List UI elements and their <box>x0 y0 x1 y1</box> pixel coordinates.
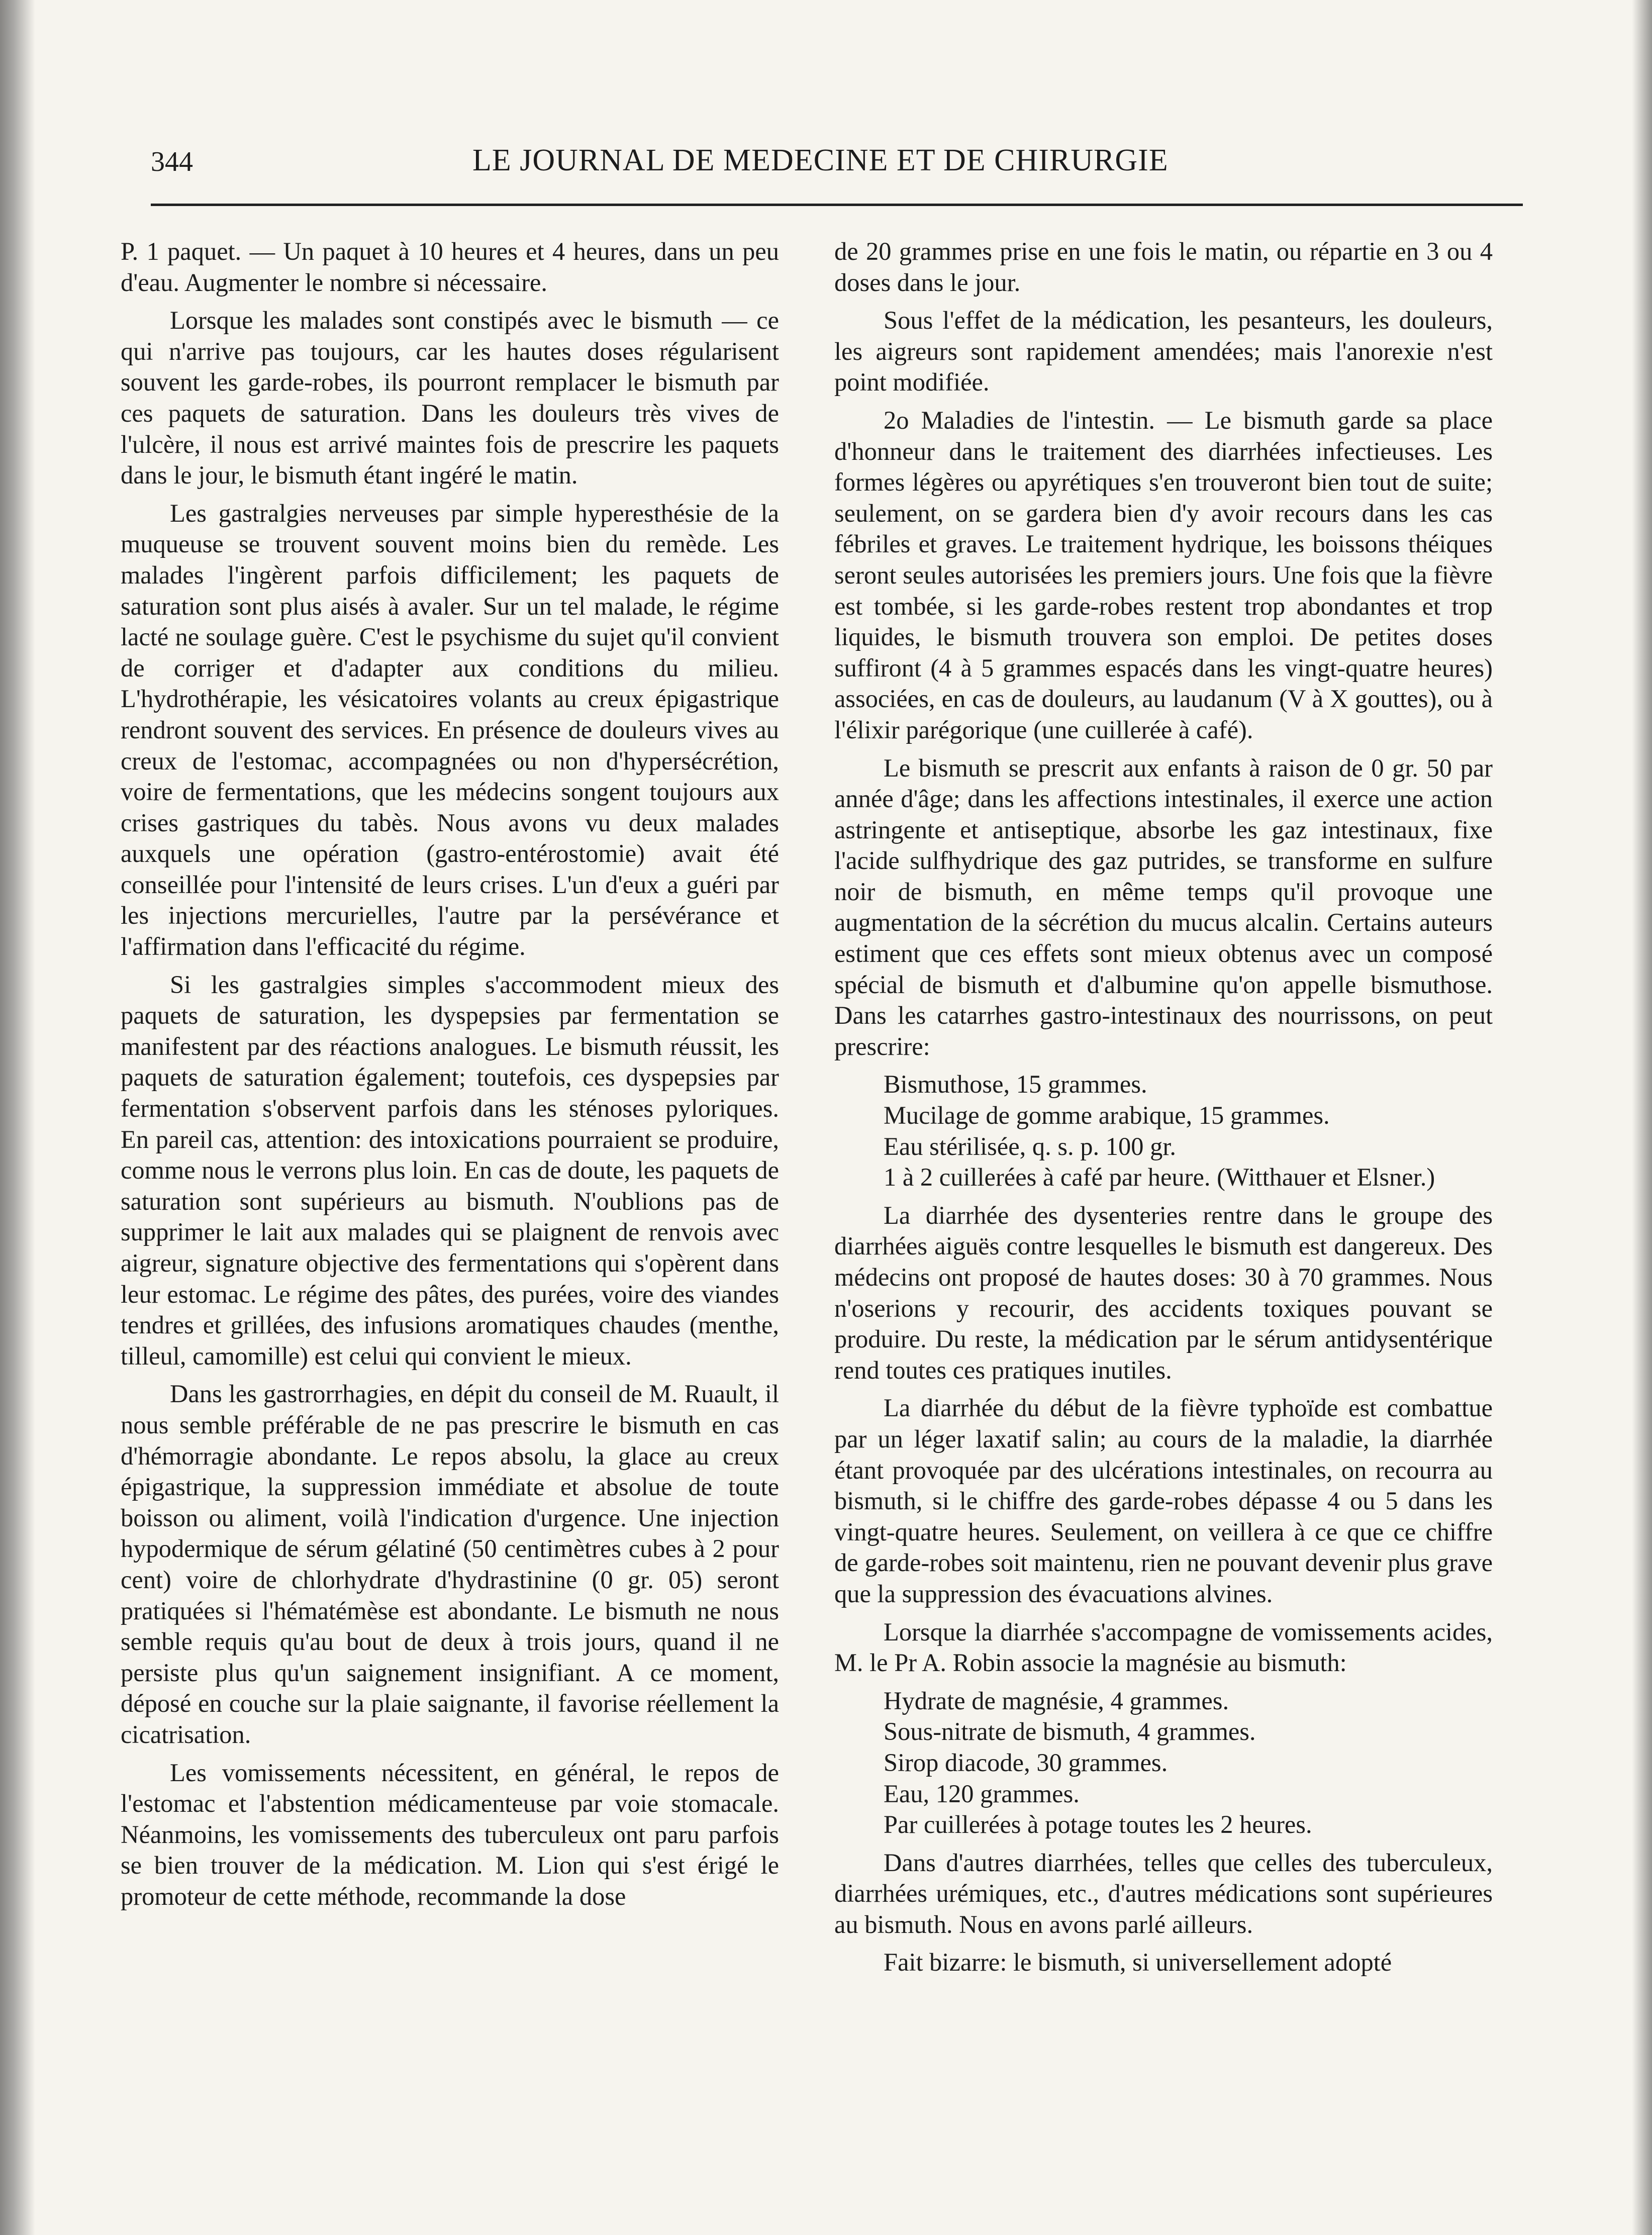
recipe-line: Par cuillerées à potage toutes les 2 heures. <box>884 1810 1312 1839</box>
paragraph: Sous l'effet de la médication, les pesanteurs, les douleurs, les aigreurs sont rapidement amendées; mais l'anorexie n'est point modifiée. <box>834 306 1493 397</box>
recipe-line: 1 à 2 cuillerées à café par heure. (Witthauer et Elsner.) <box>884 1163 1435 1192</box>
paragraph: 2o Maladies de l'intestin. — Le bismuth garde sa place d'honneur dans le traitement des diarrhées infectieuses. Les formes légères ou apyrétiques s'en trouveront bien tout de suite; seulement, on se gardera bien d'y avoir recours dans les cas fébriles et graves. Le traitement hydrique, les boissons théiques seront seules autorisées les premiers jours. Une fois que la fièvre est tombée, si les garde-robes restent trop abondantes et trop liquides, le bismuth trouvera son emploi. De petites doses suffiront (4 à 5 grammes espacés dans les vingt-quatre heures) associées, en cas de douleurs, au laudanum (V à X gouttes), ou à l'élixir parégorique (une cuillerée à café). <box>834 406 1493 744</box>
paragraph: Les vomissements nécessitent, en général, le repos de l'estomac et l'abstention médicamenteuse par voie stomacale. Néanmoins, les vomissements des tuberculeux ont paru parfois se bien trouver de la médication. M. Lion qui s'est érigé le promoteur de cette méthode, recommande la dose <box>121 1758 779 1910</box>
recipe-line: Bismuthose, 15 grammes. <box>884 1070 1147 1099</box>
recipe-line: Eau, 120 grammes. <box>884 1779 1080 1808</box>
paragraph: Lorsque les malades sont constipés avec le bismuth — ce qui n'arrive pas toujours, car les hautes doses régularisent souvent les garde-robes, ils pourront remplacer le bismuth par ces paquets de saturation. Dans les douleurs très vives de l'ulcère, il nous est arrivé maintes fois de prescrire les paquets dans le jour, le bismuth étant ingéré le matin. <box>121 306 779 490</box>
paragraph: Le bismuth se prescrit aux enfants à raison de 0 gr. 50 par année d'âge; dans les affections intestinales, il exerce une action astringente et antiseptique, absorbe les gaz intestinaux, fixe l'acide sulfhydrique des gaz putrides, se transforme en sulfure noir de bismuth, en même temps qu'il provoque une augmentation de la sécrétion du mucus alcalin. Certains auteurs estiment que ces effets sont mieux obtenus avec un composé spécial de bismuth et d'albumine qu'on appelle bismuthose. Dans les catarrhes gastro-intestinaux des nourrissons, on peut prescrire: <box>834 753 1493 1060</box>
recipe-line: Eau stérilisée, q. s. p. 100 gr. <box>884 1132 1177 1160</box>
paragraph: Dans d'autres diarrhées, telles que celles des tuberculeux, diarrhées urémiques, etc., d'autres médications sont supérieures au bismuth. Nous en avons parlé ailleurs. <box>834 1848 1493 1938</box>
recipe-line: Sirop diacode, 30 grammes. <box>884 1748 1168 1777</box>
paragraph: Si les gastralgies simples s'accommodent mieux des paquets de saturation, les dyspepsies par fermentation se manifestent par des réactions analogues. Le bismuth réussit, les paquets de saturation également; toutefois, ces dyspepsies par fermentation s'observent parfois dans les sténoses pyloriques. En pareil cas, attention: des intoxications pourraient se produire, comme nous le verrons plus loin. En cas de doute, les paquets de saturation sont supérieurs au bismuth. N'oublions pas de supprimer le lait aux malades qui se plaignent de renvois avec aigreur, signature objective des fermentations qui s'opèrent dans leur estomac. Le régime des pâtes, des purées, voire des viandes tendres et grillées, des infusions aromatiques chaudes (menthe, tilleul, camomille) est celui qui convient le mieux. <box>121 970 779 1370</box>
running-head <box>151 136 1508 191</box>
left-column <box>121 236 779 1919</box>
paragraph: La diarrhée des dysenteries rentre dans le groupe des diarrhées aiguës contre lesquelles le bismuth est dangereux. Des médecins ont proposé de hautes doses: 30 à 70 grammes. Nous n'oserions y recourir, des accidents toxiques pouvant se produire. Du reste, la médication par le sérum antidysentérique rend toutes ces pratiques inutiles. <box>834 1201 1493 1384</box>
right-column <box>834 236 1493 1985</box>
page-number: 344 <box>151 146 193 177</box>
paragraph: de 20 grammes prise en une fois le matin, ou répartie en 3 ou 4 doses dans le jour. <box>834 237 1493 297</box>
paragraph: Les gastralgies nerveuses par simple hyperesthésie de la muqueuse se trouvent souvent moins bien du remède. Les malades l'ingèrent parfois difficilement; les paquets de saturation sont plus aisés à avaler. Sur un tel malade, le régime lacté ne soulage guère. C'est le psychisme du sujet qu'il convient de corriger et d'adapter aux conditions du milieu. L'hydrothérapie, les vésicatoires volants au creux épigastrique rendront souvent des services. En présence de douleurs vives au creux de l'estomac, accompagnées ou non d'hypersécrétion, voire de fermentations, que les médecins songent toujours aux crises gastriques du tabès. Nous avons vu deux malades auxquels une opération (gastro-entérostomie) avait été conseillée pour l'intensité de leurs crises. L'un d'eux a guéri par les injections mercurielles, l'autre par la persévérance et l'affirmation dans l'efficacité du régime. <box>121 499 779 961</box>
page-shadow-left <box>0 0 35 2235</box>
paragraph: P. 1 paquet. — Un paquet à 10 heures et 4 heures, dans un peu d'eau. Augmenter le nombre si nécessaire. <box>121 237 779 297</box>
recipe-line: Hydrate de magnésie, 4 grammes. <box>884 1686 1229 1715</box>
recipe-line: Mucilage de gomme arabique, 15 grammes. <box>884 1101 1330 1130</box>
journal-title: LE JOURNAL DE MEDECINE ET DE CHIRURGIE <box>472 143 1169 177</box>
paragraph: Fait bizarre: le bismuth, si universellement adopté <box>884 1948 1392 1977</box>
header-rule <box>151 204 1523 206</box>
paragraph: La diarrhée du début de la fièvre typhoïde est combattue par un léger laxatif salin; au cours de la maladie, la diarrhée étant provoquée par des ulcérations intestinales, on recourra au bismuth, si le chiffre des garde-robes dépasse 4 ou 5 dans les vingt-quatre heures. Seulement, on veillera à ce que ce chiffre de garde-robes soit maintenu, rien ne pouvant devenir plus grave que la suppression des évacuations alvines. <box>834 1394 1493 1608</box>
paragraph: Lorsque la diarrhée s'accompagne de vomissements acides, M. le Pr A. Robin associe la magnésie au bismuth: <box>834 1617 1493 1677</box>
page-shadow-right <box>1632 0 1652 2235</box>
recipe-line: Sous-nitrate de bismuth, 4 grammes. <box>884 1717 1256 1746</box>
paragraph: Dans les gastrorrhagies, en dépit du conseil de M. Ruault, il nous semble préférable de ne pas prescrire le bismuth en cas d'hémorragie abondante. Le repos absolu, la glace au creux épigastrique, la suppression immédiate et absolue de toute boisson ou aliment, voilà l'indication d'urgence. Une injection hypodermique de sérum gélatiné (50 centimètres cubes à 2 pour cent) voire de chlorhydrate d'hydrastinine (0 gr. 05) seront pratiquées si l'hématémèse est abondante. Le bismuth ne nous semble requis qu'au bout de deux à trois jours, quand il ne persiste plus qu'un saignement insignifiant. A ce moment, déposé en couche sur la plaie saignante, il favorise réellement la cicatrisation. <box>121 1380 779 1748</box>
